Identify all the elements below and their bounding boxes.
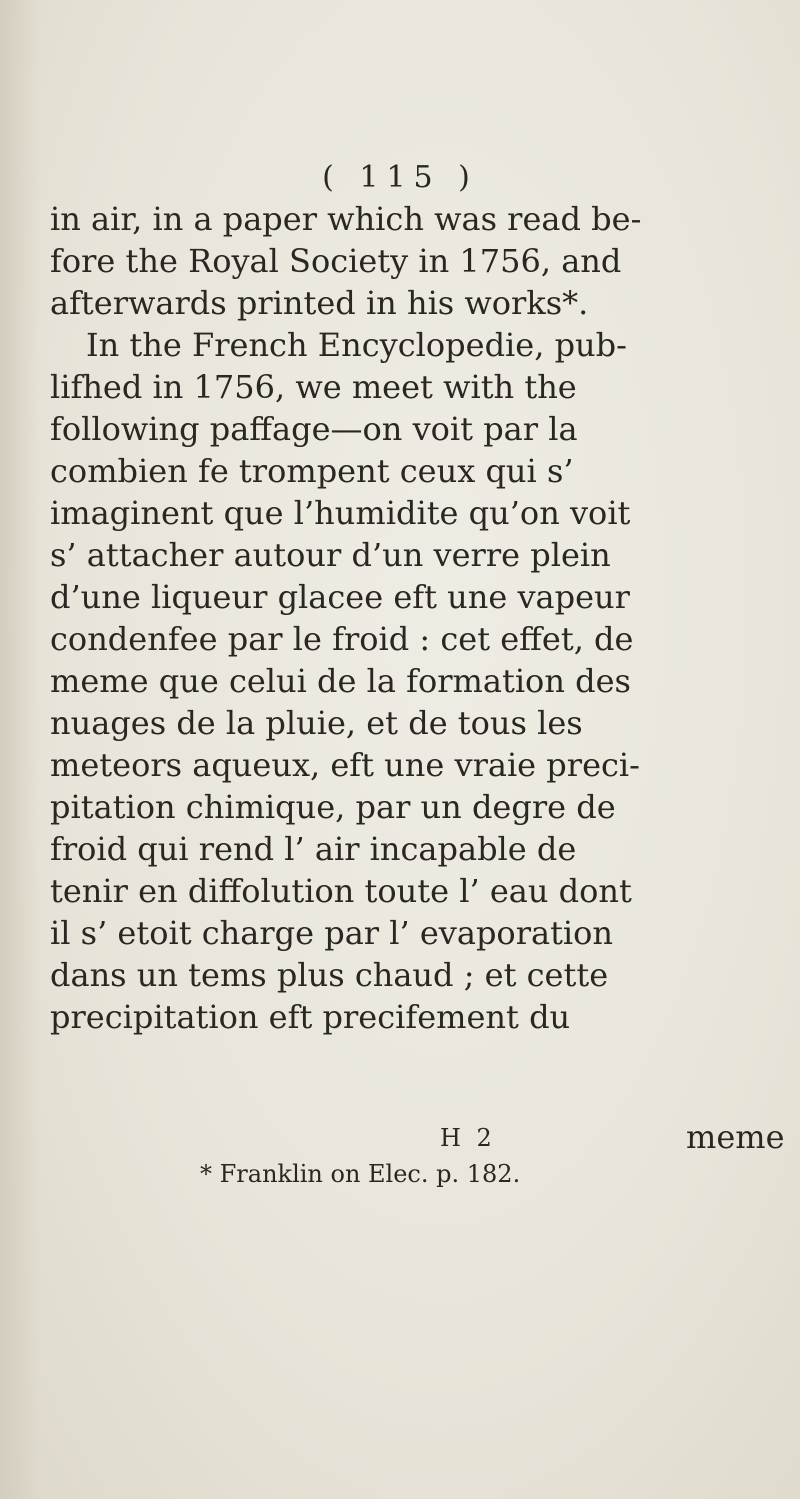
text-line-9: s’ attacher autour d’un verre plein (50, 536, 611, 574)
text-line-3: afterwards printed in his works*. (50, 284, 589, 322)
text-line-13: nuages de la pluie, et de tous les (50, 704, 583, 742)
gutter-shade (0, 0, 40, 1499)
text-line-7: combien fe trompent ceux qui s’ (50, 452, 574, 490)
text-line-12: meme que celui de la formation des (50, 662, 631, 700)
text-line-10: d’une liqueur glacee eft une vapeur (50, 578, 630, 616)
text-line-19: dans un tems plus chaud ; et cette (50, 956, 609, 994)
page-number: ( 115 ) (322, 160, 478, 195)
text-line-20: precipitation eft precifement du (50, 998, 571, 1036)
body-text (50, 198, 790, 1038)
text-line-4: In the French Encyclopedie, pub- (86, 326, 627, 364)
text-line-5: lifhed in 1756, we meet with the (50, 368, 577, 406)
text-line-11: condenfee par le froid : cet effet, de (50, 620, 634, 658)
signature-line (0, 1118, 800, 1158)
text-line-15: pitation chimique, par un degre de (50, 788, 616, 826)
text-line-6: following paffage—on voit par la (50, 410, 578, 448)
text-line-14: meteors aqueux, eft une vraie preci- (50, 746, 640, 784)
catchword: meme (686, 1118, 785, 1156)
footnote: * Franklin on Elec. p. 182. (200, 1160, 521, 1188)
text-line-16: froid qui rend l’ air incapable de (50, 830, 577, 868)
text-line-17: tenir en diffolution toute l’ eau dont (50, 872, 632, 910)
text-line-18: il s’ etoit charge par l’ evaporation (50, 914, 614, 952)
text-line-1: in air, in a paper which was read be- (50, 200, 642, 238)
text-line-8: imaginent que l’humidite qu’on voit (50, 494, 631, 532)
text-line-2: fore the Royal Society in 1756, and (50, 242, 622, 280)
signature-mark: H 2 (440, 1124, 496, 1152)
